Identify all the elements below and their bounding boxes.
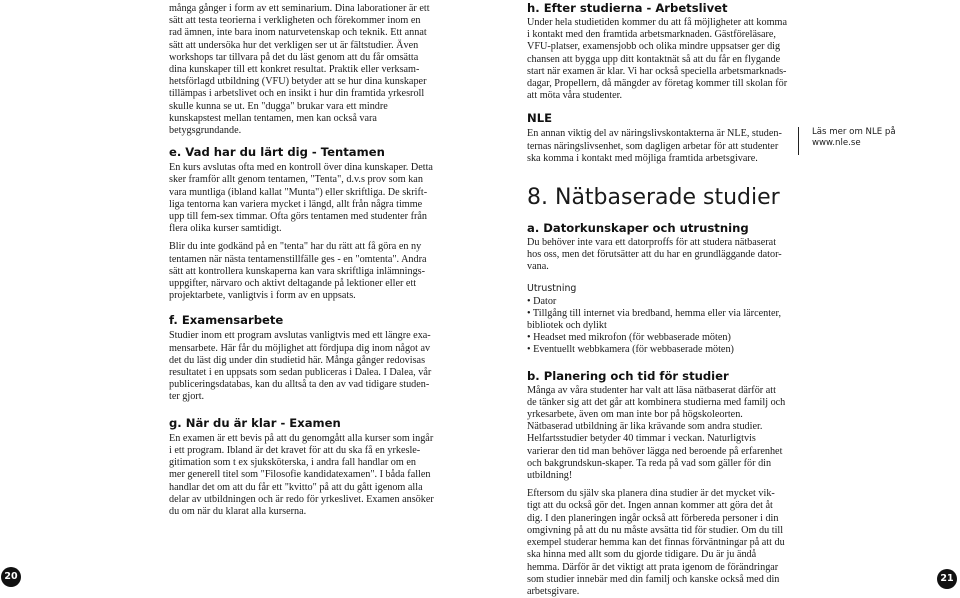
section-title: 8. Nätbaserade studier (527, 185, 780, 211)
planering-paragraph-2: Eftersom du själv ska planera dina studier är det mycket vik-tigt att du också gör det. Ingen annan kommer att göra det åt dig. I den planeringen ingår också att förbereda personer i din omgivning på att du nu måste avsätta tid för studier. Om du till exempel studerar hemma kan det finnas förväntningar på att du ska hinna med allt som du gjorde tidigare. Du är ju ändå hemma. Därför är det viktigt att prata igenom de förändringar som studier innebär med din familj och kanske också med din arbetsgivare. (527, 488, 785, 597)
intro-paragraph: många gånger i form av ett seminarium. Dina laborationer är ett sätt att testa teorierna i verkligheten och förekommer inom en rad ämnen, inte bara inom naturvetenskap och teknik. Ett annat sätt att undersöka hur det verkligen ser ut är fältstudier. Även workshops tar tillvara på det du läst genom att du får omsätta dina kunskaper till ett konkret resultat. Praktik eller verksam-hetsförlagd utbildning (VFU) betyder att se hur dina kunskaper tillämpas i arbetslivet och en insikt i hur din framtida yrkesroll skulle kunna se ut. En "dugga" brukar vara ett mindre kunskapstest mellan tentamen, men kan också vara betygsgrundande. (169, 3, 430, 137)
side-note (798, 127, 942, 155)
left-column (169, 0, 434, 518)
heading-datorkunskaper: a. Datorkunskaper och utrustning (527, 221, 749, 236)
heading-nle: NLE (527, 111, 553, 126)
examen-paragraph: En examen är ett bevis på att du genomgått alla kurser som ingår i ett program. Ibland är det kravet för att du ska få en yrkesle-gitimation som t ex sjuksköterska, i andra fall handlar om en mer generell titel som "Filosofie kandidatexamen". I båda fallen handlar det om att du får ett "kvitto" på att du gått igenom alla delar av utbildningen och är redo för yrkeslivet. Examen ansöker du om när du klarat alla kurserna. (169, 432, 434, 517)
side-note-text: Läs mer om NLE på (812, 127, 896, 137)
list-item: • Dator (527, 295, 557, 307)
heading-arbetslivet: h. Efter studierna - Arbetslivet (527, 1, 728, 15)
heading-utrustning: Utrustning (527, 282, 577, 294)
list-item: • Tillgång till internet via bredband, hemma eller via lärcenter, bibliotek och dylikt (527, 307, 782, 332)
datorkunskaper-paragraph: Du behöver inte vara ett datorproffs för att studera nätbaserat hos oss, men det förutsätter att du har en grundläggande dator-vana. (527, 237, 782, 273)
page-number-right: 21 (937, 569, 957, 589)
tentamen-paragraph-2: Blir du inte godkänd på en "tenta" har du rätt att få göra en ny tentamen när nästa tentamenstillfälle ges - en "omtenta". Andra sätt att kontrollera kunskaperna kan vara skriftliga inlämnings-uppgifter, närvaro och aktivt deltagande på lektioner eller ett projektarbete, vanligtvis i form av en uppsats. (169, 241, 427, 302)
page-number-left: 20 (1, 567, 21, 587)
heading-planering: b. Planering och tid för studier (527, 368, 729, 383)
side-note-link[interactable]: www.nle.se (812, 138, 861, 148)
list-item: • Headset med mikrofon (för webbaserade möten) (527, 332, 731, 344)
heading-tentamen: e. Vad har du lärt dig - Tentamen (169, 145, 385, 160)
planering-paragraph-1: Många av våra studenter har valt att läsa nätbaserat därför att de tänker sig att det går att kombinera studierna med familj och yrkesarbete, även om man inte bor på högskoleorten. Nätbaserad utbildning är lika krävande som andra studier. Helfartsstudier betyder 40 timmar i veckan. Naturligtvis varierar den tid man behöver lägga ned beroende på erfarenhet och bakgrundskun-skaper. Ta reda på vad som gäller för din utbildning! (527, 384, 786, 482)
utrustning-list (527, 296, 788, 357)
arbetslivet-paragraph: Under hela studietiden kommer du att få möjligheter att komma i kontakt med den framtida arbetsmarknaden. Gästföreläsare, VFU-platser, examensjobb och olika mindre uppsatser ger dig chansen att bygga upp ditt kontaktnät så att du får en flygande start när examen är klar. Vi har också speciella arbetsmarknads-dagar, Propellern, då mängder av företag kommer till skolan för att möta våra studenter. (527, 17, 788, 102)
tentamen-paragraph-1: En kurs avslutas ofta med en kontroll över dina kunskaper. Detta sker framför allt genom tentamen, "Tenta", d.v.s prov som kan vara muntliga (ibland kallat "Munta") eller skriftliga. De skrift-liga tentorna kan variera mycket i längd, allt från några timme upp till fem-sex timmar. Ofta görs tentamen med studenter från flera olika kurser samtidigt. (169, 162, 433, 235)
list-item: • Eventuellt webbkamera (för webbaserade möten) (527, 344, 734, 356)
heading-examensarbete: f. Examensarbete (169, 313, 284, 328)
middle-column (527, 0, 788, 598)
heading-examen: g. När du är klar - Examen (169, 415, 341, 430)
examensarbete-paragraph: Studier inom ett program avslutas vanligtvis med ett längre exa-mensarbete. Här får du möjlighet att fördjupa dig inom något av det du läst dig under din studietid här. Många gånger redovisas resultatet i en uppsats som sedan publiceras i Dalea. I Dalea, vår publiceringsdatabas, kan du alltså ta den av vad tidigare studen-ter gjort. (169, 330, 432, 403)
nle-paragraph: En annan viktig del av näringslivskontakterna är NLE, studen-ternas näringslivsenhet, som dagligen arbetar för att studenter ska komma i kontakt med möjliga framtida arbetsgivare. (527, 128, 782, 164)
